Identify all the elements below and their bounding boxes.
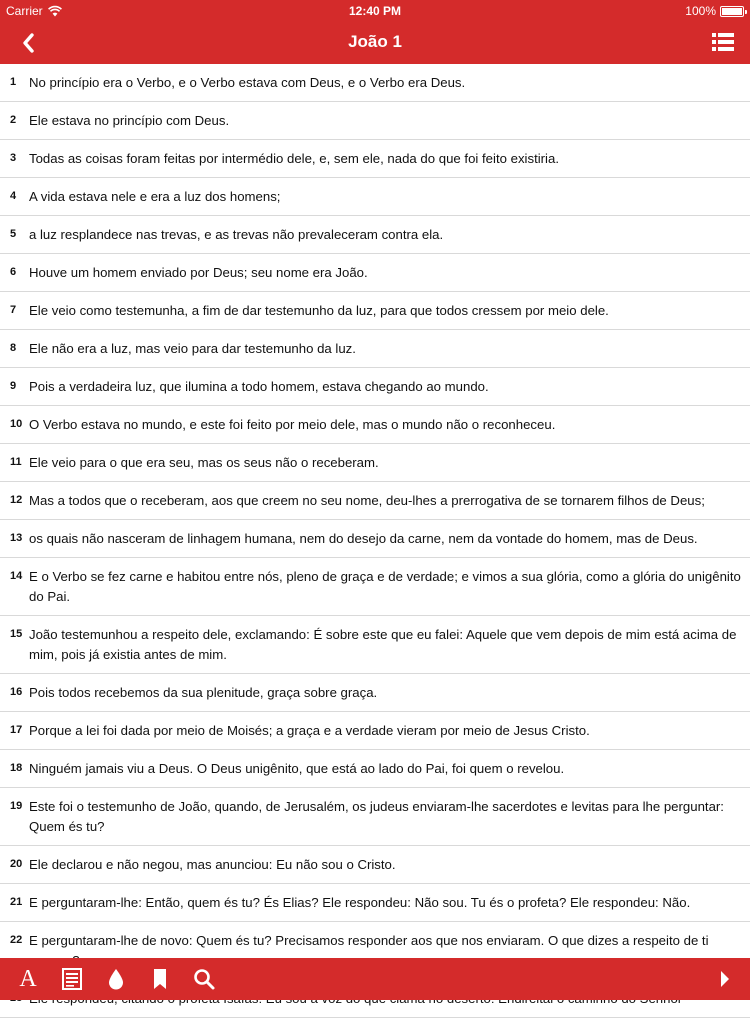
- verse-row[interactable]: [0, 216, 750, 254]
- verse-row[interactable]: [0, 178, 750, 216]
- verse-row[interactable]: [0, 444, 750, 482]
- verse-number: 7: [10, 304, 17, 316]
- verse-text: Ele não era a luz, mas veio para dar testemunho da luz.: [29, 341, 356, 356]
- verse-row[interactable]: [0, 292, 750, 330]
- notes-icon[interactable]: [60, 967, 84, 991]
- verse-row[interactable]: [0, 750, 750, 788]
- verse-text: No princípio era o Verbo, e o Verbo estava com Deus, e o Verbo era Deus.: [29, 75, 466, 90]
- verse-text: O Verbo estava no mundo, e este foi feito por meio dele, mas o mundo não o reconheceu.: [29, 417, 556, 432]
- verse-row[interactable]: [0, 788, 750, 846]
- navigation-bar: [0, 22, 750, 64]
- bookmark-icon[interactable]: [148, 967, 172, 991]
- drop-icon[interactable]: [104, 967, 128, 991]
- verse-number: 14: [10, 570, 23, 582]
- verse-text: João testemunhou a respeito dele, exclamando: É sobre este que eu falei: Aquele que vem depois de mim está acima de mim, pois já existia antes de mim.: [29, 627, 737, 662]
- battery-icon: [720, 6, 744, 17]
- verse-row[interactable]: [0, 616, 750, 674]
- verse-number: 17: [10, 724, 23, 736]
- verse-row[interactable]: [0, 140, 750, 178]
- verse-row[interactable]: [0, 102, 750, 140]
- verse-row[interactable]: [0, 520, 750, 558]
- verse-text: Este foi o testemunho de João, quando, de Jerusalém, os judeus enviaram-lhe sacerdotes e levitas para lhe perguntar: Quem és tu?: [29, 799, 724, 834]
- top-bar: [0, 0, 750, 64]
- verse-number: 11: [10, 456, 22, 468]
- verse-number: 3: [10, 152, 17, 164]
- verse-row[interactable]: [0, 406, 750, 444]
- font-icon[interactable]: A: [19, 966, 37, 992]
- verse-text: E perguntaram-lhe de novo: Quem és tu? Precisamos responder aos que nos enviaram. O que dizes a respeito de ti: [29, 933, 709, 948]
- verse-number: 9: [10, 380, 17, 392]
- verse-text: Ele veio como testemunha, a fim de dar testemunho da luz, para que todos cressem por meio dele.: [29, 303, 609, 318]
- verse-number: 12: [10, 494, 23, 506]
- verse-number: 21: [10, 896, 23, 908]
- verse-number: 19: [10, 800, 23, 812]
- verse-text: Todas as coisas foram feitas por intermédio dele, e, sem ele, nada do que foi feito existiria.: [29, 151, 559, 166]
- verse-number: 2: [10, 114, 17, 126]
- verse-row[interactable]: [0, 712, 750, 750]
- verse-text: Pois a verdadeira luz, que ilumina a todo homem, estava chegando ao mundo.: [29, 379, 489, 394]
- chevron-right-icon[interactable]: [712, 967, 736, 991]
- verse-row[interactable]: [0, 482, 750, 520]
- verse-row[interactable]: [0, 254, 750, 292]
- verse-row[interactable]: [0, 368, 750, 406]
- verse-row[interactable]: [0, 846, 750, 884]
- verse-row[interactable]: [0, 674, 750, 712]
- verse-number: 22: [10, 934, 23, 946]
- verse-text: Ele estava no princípio com Deus.: [29, 113, 230, 128]
- verse-text: Pois todos recebemos da sua plenitude, graça sobre graça.: [29, 685, 378, 700]
- verse-text: Ele declarou e não negou, mas anunciou: Eu não sou o Cristo.: [29, 857, 396, 872]
- verse-text: Houve um homem enviado por Deus; seu nome era João.: [29, 265, 368, 280]
- verse-number: 20: [10, 858, 23, 870]
- search-icon[interactable]: [192, 967, 216, 991]
- verse-text: Ninguém jamais viu a Deus. O Deus unigênito, que está ao lado do Pai, foi quem o revelou.: [29, 761, 565, 776]
- verse-number: 15: [10, 628, 23, 640]
- verse-text: a luz resplandece nas trevas, e as trevas não prevaleceram contra ela.: [29, 227, 444, 242]
- battery-status: [685, 4, 744, 18]
- verse-row[interactable]: [0, 330, 750, 368]
- verse-number: 10: [10, 418, 23, 430]
- page-title: João 1: [348, 32, 402, 51]
- verse-text: os quais não nasceram de linhagem humana, nem do desejo da carne, nem da vontade do homem, mas de Deus.: [29, 531, 698, 546]
- verse-text: Ele veio para o que era seu, mas os seus não o receberam.: [29, 455, 379, 470]
- verse-number: 1: [10, 76, 17, 88]
- verse-number: 18: [10, 762, 23, 774]
- verse-text: E o Verbo se fez carne e habitou entre nós, pleno de graça e de verdade; e vimos a sua glória, como a glória do unigênito do Pai.: [29, 569, 741, 604]
- list-icon[interactable]: [712, 32, 734, 52]
- verse-text: Porque a lei foi dada por meio de Moisés; a graça e a verdade vieram por meio de Jesus Cristo.: [29, 723, 590, 738]
- status-time: 12:40 PM: [348, 4, 402, 18]
- verse-row[interactable]: [0, 64, 750, 102]
- verse-list[interactable]: [0, 64, 750, 958]
- verse-text: Mas a todos que o receberam, aos que creem no seu nome, deu-lhes a prerrogativa de se tornarem filhos de Deus;: [29, 493, 705, 508]
- verse-row[interactable]: [0, 884, 750, 922]
- verse-text: A vida estava nele e era a luz dos homens;: [29, 189, 281, 204]
- battery-percent: 100%: [685, 4, 716, 18]
- verse-number: 6: [10, 266, 17, 278]
- status-bar: [0, 0, 750, 22]
- verse-row[interactable]: [0, 558, 750, 616]
- verse-text: E perguntaram-lhe: Então, quem és tu? És Elias? Ele respondeu: Não sou. Tu és o profeta? Ele respondeu: Não.: [29, 895, 691, 910]
- carrier-label: Carrier: [6, 4, 43, 18]
- verse-number: 13: [10, 532, 23, 544]
- verse-number: 16: [10, 686, 23, 698]
- verse-number: 4: [10, 190, 17, 202]
- verse-number: 5: [10, 228, 17, 240]
- bottom-toolbar: [0, 958, 750, 1000]
- verse-number: 8: [10, 342, 17, 354]
